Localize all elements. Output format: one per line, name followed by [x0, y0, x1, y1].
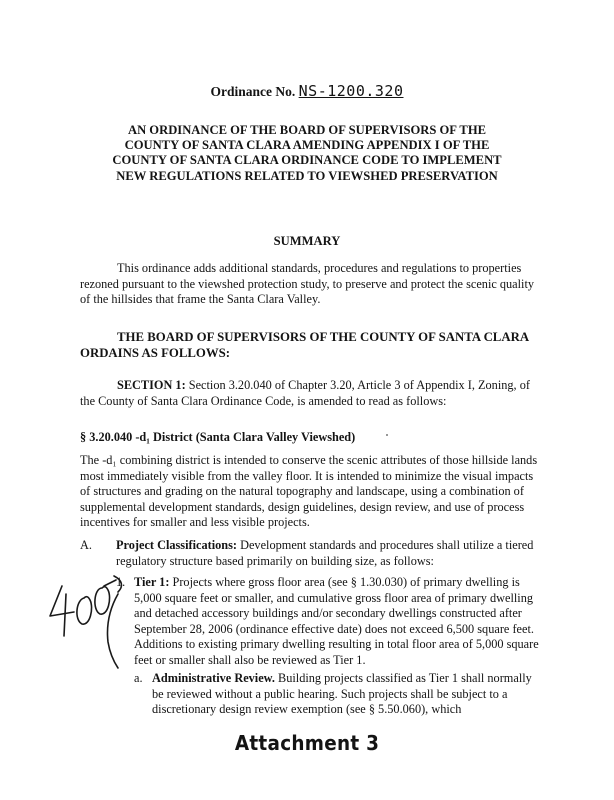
ordinance-number: NS-1200.320 — [298, 82, 404, 100]
ordains-statement: THE BOARD OF SUPERVISORS OF THE COUNTY OF SANTA CLARA ORDAINS AS FOLLOWS: — [80, 330, 529, 360]
summary-text: This ordinance adds additional standards, procedures and regulations to properties rezoned pursuant to the viewshed protection study, to preserve and protect the scenic quality of the hillsides that frame the Santa Clara Valley. — [80, 261, 535, 307]
item-a-text: Development standards and procedures shall utilize a tiered regulatory structure based primarily on building size, as follows: — [116, 538, 534, 568]
item-1-title: Tier 1: — [134, 575, 170, 589]
item-a-title: Project Classifications: — [116, 538, 238, 552]
district-heading: § 3.20.040 -d₁ District (Santa Clara Valley Viewshed) — [80, 430, 356, 444]
item-1-text: Projects where gross floor area (see § 1.30.030) of primary dwelling is 5,000 square feet or smaller, and cumulative gross floor area of primary dwelling and detached accessory buildings and/or secondary dwellings constructed after September 28, 2006 (ordinance effective date) does not exceed 6,500 square feet. Additions to existing primary dwelling resulting in total floor area of 5,000 square feet or smaller shall also be reviewed as Tier 1. — [134, 575, 539, 667]
district-intro: The -d₁ combining district is intended to conserve the scenic attributes of those hillside lands most immediately visible from the valley floor. It is intended to minimize the visual impacts of structures and grading on the natural topography and landscape, using a combination of supplemental development standards, design guidelines, design review, and use of process incentives for smaller and less visible projects. — [80, 453, 538, 530]
section-1-text: Section 3.20.040 of Chapter 3.20, Article 3 of Appendix I, Zoning, of the County of Santa Clara Ordinance Code, is amended to read as follows: — [80, 378, 530, 408]
handwritten-annotation — [44, 558, 130, 670]
item-a-sub-label: a. — [134, 671, 143, 685]
section-1-paragraph — [80, 378, 540, 409]
item-a-sub-text: Building projects classified as Tier 1 shall normally be reviewed without a public hearing. Such projects shall be subject to a discretionary design review exemption (see § 5.50.060), which — [152, 671, 532, 717]
item-a-sub-title: Administrative Review. — [152, 671, 275, 685]
attachment-label: Attachment 3 — [234, 731, 380, 755]
ordinance-label: Ordinance No. — [210, 84, 296, 99]
ordinance-number-line — [0, 82, 614, 100]
item-1-paragraph — [134, 575, 542, 669]
item-1-label: 1. — [116, 575, 126, 589]
ordinance-title: AN ORDINANCE OF THE BOARD OF SUPERVISORS OF THE COUNTY OF SANTA CLARA AMENDING APPENDIX I OF THE COUNTY OF SANTA CLARA ORDINANCE CODE TO IMPLEMENT NEW REGULATIONS RELATED TO VIEWSHED PRESERVATION — [112, 123, 502, 183]
item-a-sub-paragraph — [152, 671, 542, 718]
scan-speck — [386, 434, 388, 436]
item-a-label: A. — [80, 538, 92, 552]
section-1-label: SECTION 1: — [117, 378, 186, 392]
summary-heading: SUMMARY — [273, 234, 341, 248]
item-a-paragraph — [116, 538, 544, 569]
